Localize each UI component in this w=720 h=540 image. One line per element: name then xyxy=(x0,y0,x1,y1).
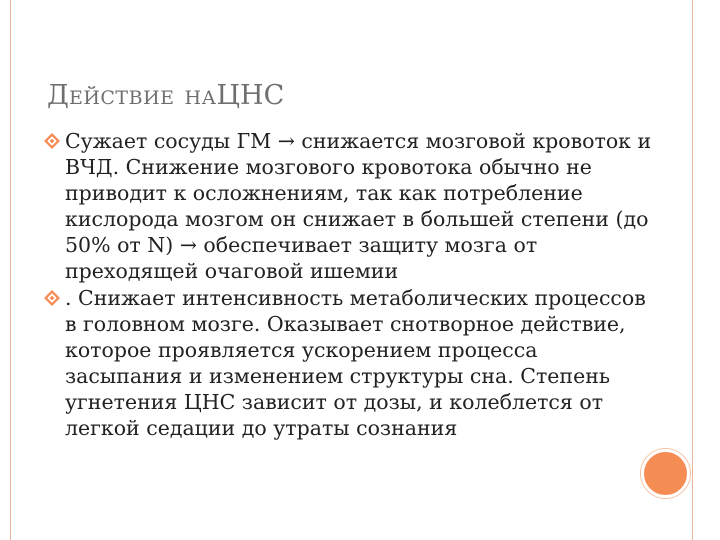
title-initial-1: Д xyxy=(47,80,69,111)
bullet-item xyxy=(44,128,654,284)
title-word-3: ЦНС xyxy=(216,80,285,111)
orange-diamond-bullet-icon xyxy=(44,290,60,306)
bullet-list xyxy=(44,128,654,442)
orange-diamond-bullet-icon xyxy=(44,133,60,149)
decorative-circle xyxy=(641,449,690,498)
title-rest-1: ЕЙСТВИЕ xyxy=(68,87,175,109)
bullet-text: Сужает сосуды ГМ → снижается мозговой кровоток и ВЧД. Снижение мозгового кровотока обычно не приводит к осложнениям, так как потребление кислорода мозгом он снижает в большей степени (до 50% от N) → обеспечивает защиту мозга от преходящей очаговой ишемии xyxy=(65,129,652,283)
title-word-2: НА xyxy=(184,87,217,109)
slide-title xyxy=(47,80,284,111)
bullet-text: . Снижает интенсивность метаболических процессов в головном мозге. Оказывает снотворное действие, которое проявляется ускорением процесса засыпания и изменением структуры сна. Степень угнетения ЦНС зависит от дозы, и колеблется от легкой седации до утраты сознания xyxy=(65,286,646,440)
bullet-item xyxy=(44,285,654,441)
